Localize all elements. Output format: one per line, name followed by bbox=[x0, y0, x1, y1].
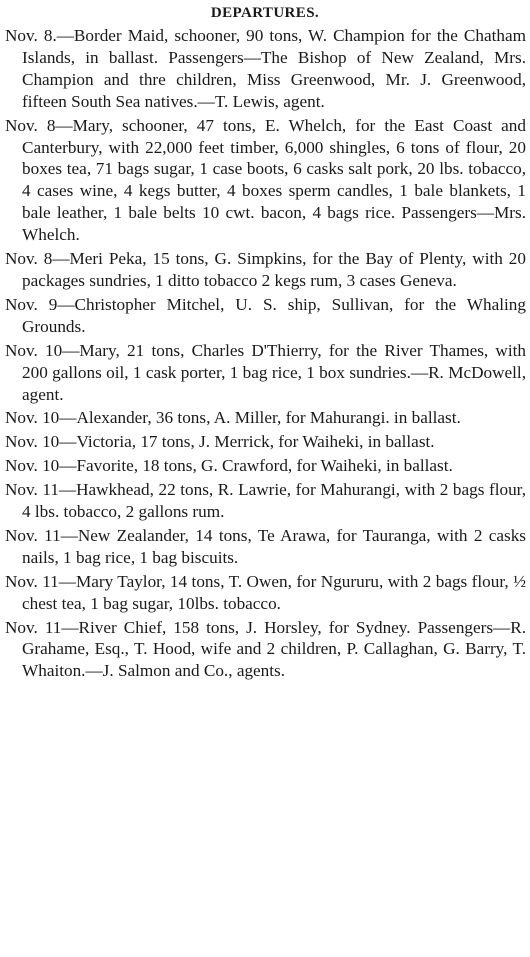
departures-list bbox=[0, 25, 530, 682]
departure-entry: Nov. 10—Mary, 21 tons, Charles D'Thierry, for the River Thames, with 200 gallons oil, 1 cask porter, 1 bag rice, 1 box sundries.—R. McDowell, agent. bbox=[5, 340, 526, 404]
departure-entry: Nov. 11—Mary Taylor, 14 tons, T. Owen, for Ngururu, with 2 bags flour, ½ chest tea, 1 bag sugar, 10lbs. tobacco. bbox=[5, 571, 526, 613]
departure-entry: Nov. 8.—Border Maid, schooner, 90 tons, W. Champion for the Chatham Islands, in ballast. Passengers—The Bishop of New Zealand, Mrs. Champion and thre children, Miss Greenwood, Mr. J. Greenwood, fifteen South Sea natives.—T. Lewis, agent. bbox=[5, 26, 526, 111]
departure-entry: Nov. 8—Mary, schooner, 47 tons, E. Whelch, for the East Coast and Canterbury, with 22,000 feet timber, 6,000 shingles, 6 tons of flour, 20 boxes tea, 71 bags sugar, 1 case boots, 6 casks salt pork, 20 lbs. tobacco, 4 cases wine, 4 kegs butter, 4 boxes sperm candles, 1 bale blankets, 1 bale leather, 1 bale belts 10 cwt. bacon, 4 bags rice. Passengers—Mrs. Whelch. bbox=[5, 115, 526, 245]
departure-entry: Nov. 11—River Chief, 158 tons, J. Horsley, for Sydney. Passengers—R. Grahame, Esq., T. Hood, wife and 2 children, P. Callaghan, G. Barry, T. Whaiton.—J. Salmon and Co., agents. bbox=[5, 617, 526, 681]
departure-entry: Nov. 9—Christopher Mitchel, U. S. ship, Sullivan, for the Whaling Grounds. bbox=[5, 294, 526, 336]
departure-entry: Nov. 10—Victoria, 17 tons, J. Merrick, for Waiheki, in ballast. bbox=[5, 432, 435, 452]
departure-entry: Nov. 11—Hawkhead, 22 tons, R. Lawrie, for Mahurangi, with 2 bags flour, 4 lbs. tobacco, 2 gallons rum. bbox=[5, 480, 526, 522]
departure-entry: Nov. 8—Meri Peka, 15 tons, G. Simpkins, for the Bay of Plenty, with 20 packages sundries, 1 ditto tobacco 2 kegs rum, 3 cases Geneva. bbox=[5, 249, 526, 290]
departure-entry: Nov. 10—Alexander, 36 tons, A. Miller, for Mahurangi. in ballast. bbox=[5, 408, 461, 428]
departure-entry: Nov. 11—New Zealander, 14 tons, Te Arawa, for Tauranga, with 2 casks nails, 1 bag rice, 1 bag biscuits. bbox=[5, 525, 526, 567]
section-heading: DEPARTURES. bbox=[210, 5, 320, 21]
departure-entry: Nov. 10—Favorite, 18 tons, G. Crawford, for Waiheki, in ballast. bbox=[5, 456, 453, 476]
